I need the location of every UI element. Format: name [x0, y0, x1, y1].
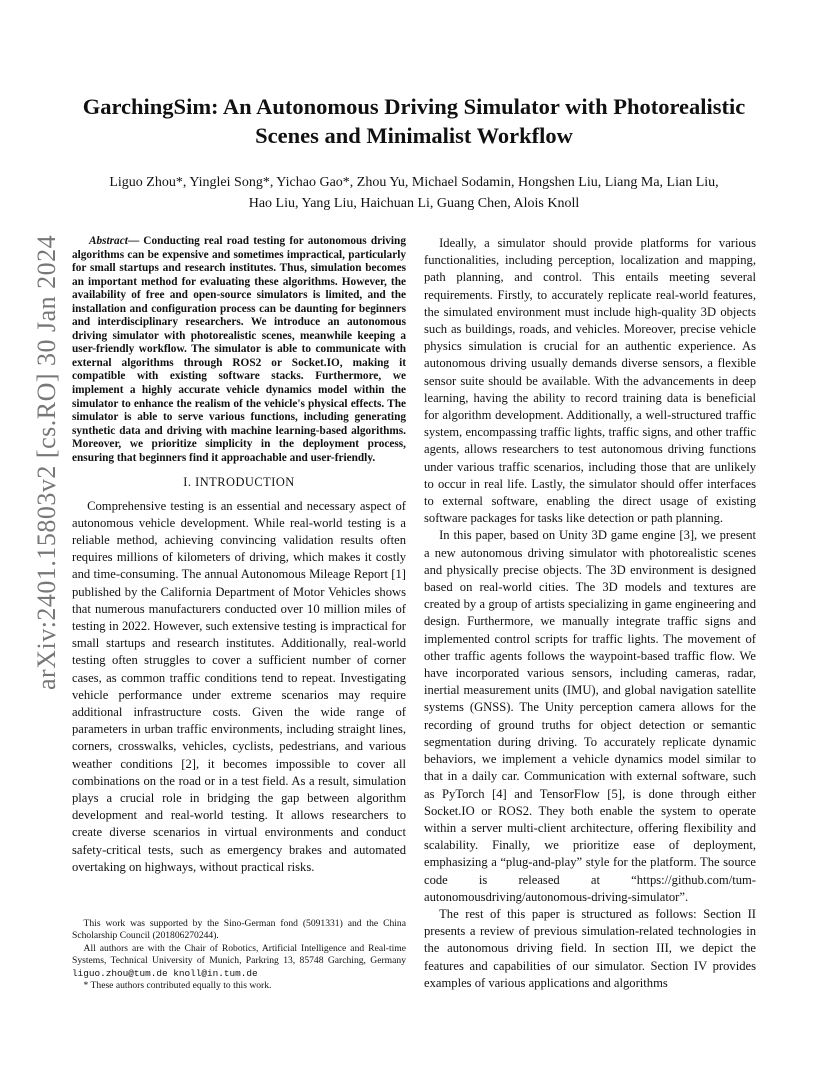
intro-paragraph-2: Ideally, a simulator should provide platforms for various functionalities, including perception, localization and mapping, path planning, and control. This entails meeting several requirements. Firstly, to accurately replicate real-world features, the simulated environment must include high-quality 3D objects such as buildings, roads, and vehicles. Moreover, precise vehicle physics simulation is crucial for an authentic experience. As autonomous driving usually demands diverse sensors, a flexible sensor suite should be available. With the advancements in deep learning, having the ability to record training data is beneficial for algorithm development. Additionally, a well-structured traffic system, encompassing traffic lights, traffic signs, and other traffic agents, allows researchers to test autonomous driving functions under various traffic scenarios, including those that are unlikely to occur in real life. Lastly, the simulator should offer interfaces to external software, enabling the direct usage of existing software packages for tasks like detection or path planning.	[424, 236, 756, 526]
right-column	[424, 235, 756, 992]
authors-line-1: Liguo Zhou*, Yinglei Song*, Yichao Gao*, Zhou Yu, Michael Sodamin, Hongshen Liu, Liang Ma, Lian Liu,	[109, 175, 719, 190]
arxiv-identifier: arXiv:2401.15803v2 [cs.RO] 30 Jan 2024	[32, 234, 61, 690]
section-heading-introduction: I. INTRODUCTION	[183, 475, 295, 490]
abstract-label: Abstract	[88, 235, 128, 247]
author-list	[60, 172, 768, 214]
abstract-text: — Conducting real road testing for autonomous driving algorithms can be expensive and sometimes impractical, particularly for small startups and research institutes. Thus, simulation becomes an important method for evaluating these algorithms. However, the availability of free and open-source simulators is limited, and the installation and configuration process can be daunting for beginners and interdisciplinary researchers. We introduce an autonomous driving simulator with photorealistic scenes, meanwhile keeping a user-friendly workflow. The simulator is able to communicate with external algorithms through ROS2 or Socket.IO, making it compatible with existing software stacks. Furthermore, we implement a highly accurate vehicle dynamics model within the simulator to enhance the realism of the vehicle's physical effects. The simulator is able to serve various functions, including generating synthetic data and driving with machine learning-based algorithms. Moreover, we prioritize simplicity in the deployment process, ensuring that beginners find it approachable and user-friendly.	[72, 235, 406, 464]
authors-line-2: Hao Liu, Yang Liu, Haichuan Li, Guang Chen, Alois Knoll	[248, 196, 580, 211]
footnote-affiliation-text: All authors are with the Chair of Robotics, Artificial Intelligence and Real-time Systems, Technical University of Munich, Parkring 13, 85748 Garching, Germany	[72, 942, 406, 967]
intro-paragraph-1: Comprehensive testing is an essential and necessary aspect of autonomous vehicle development. While real-world testing is a reliable method, achieving convincing validation results often requires millions of kilometers of driving, which makes it costly and time-consuming. The annual Autonomous Mileage Report [1] published by the California Department of Motor Vehicles shows that numerous manufacturers conducted over 10 million miles of testing in 2022. However, such extensive testing is impractical for small startups and research institutes. Additionally, real-world testing often struggles to cover a sufficient number of corner cases, as common traffic conditions tend to repeat. Investigating vehicle performance under extreme scenarios may require additional infrastructure costs. Given the wide range of parameters in urban traffic environments, including straight lines, corners, crosswalks, vehicles, cyclists, pedestrians, and various weather conditions [2], it becomes impossible to cover all combinations on the road or in a test field. As a result, simulation plays a crucial role in bridging the gap between algorithm development and real-world testing. It allows researchers to create diverse scenarios in virtual environments and conduct safety-critical tests, such as emergency brakes and automated overtaking on highways, without practical risks.	[72, 498, 406, 874]
abstract	[72, 235, 406, 465]
footnote-affiliation	[72, 943, 406, 980]
footnote-emails: liguo.zhou@tum.de knoll@in.tum.de	[72, 967, 258, 979]
intro-paragraph-4: The rest of this paper is structured as follows: Section II presents a review of previous simulation-related technologies in the autonomous driving field. In section III, we depict the features and capabilities of our simulator. Section IV provides examples of various applications and algorithms	[424, 906, 756, 990]
paper-title: GarchingSim: An Autonomous Driving Simulator with Photorealistic Scenes and Minimalist Workflow	[82, 94, 746, 148]
footnote-equal-contribution: * These authors contributed equally to this work.	[83, 980, 272, 992]
footnotes	[72, 918, 406, 992]
footnote-funding: This work was supported by the Sino-German fond (5091331) and the China Scholarship Council (201806270244).	[72, 918, 406, 942]
intro-paragraph-3: In this paper, based on Unity 3D game engine [3], we present a new autonomous driving simulator with photorealistic scenes and physically precise objects. The 3D environment is designed based on real-world cities. The 3D models and textures are created by a group of artists specializing in game engineering and design. Furthermore, we manually integrate traffic signs and implemented control scripts for traffic lights. The movement of other traffic agents follows the waypoint-based traffic flow. We have incorporated various sensors, including cameras, radar, inertial measurement units (IMU), and global navigation satellite systems (GNSS). The Unity perception camera allows for the recording of ground truths for object detection or semantic segmentation during driving. To accurately replicate dynamic behaviors, we implement a vehicle dynamics model similar to that in a daily car. Communication with external software, such as PyTorch [4] and TensorFlow [5], is done through either Socket.IO or ROS2. They both enable the system to operate within a server multi-client architecture, offering flexibility and scalability. Finally, we prioritize ease of deployment, emphasizing a “plug-and-play” style for the platform. The source code is released at “https://github.com/tum-autonomousdriving/autonomous-driving-simulator”.	[424, 528, 756, 904]
arxiv-sidebar	[12, 234, 61, 690]
left-column	[72, 235, 406, 876]
